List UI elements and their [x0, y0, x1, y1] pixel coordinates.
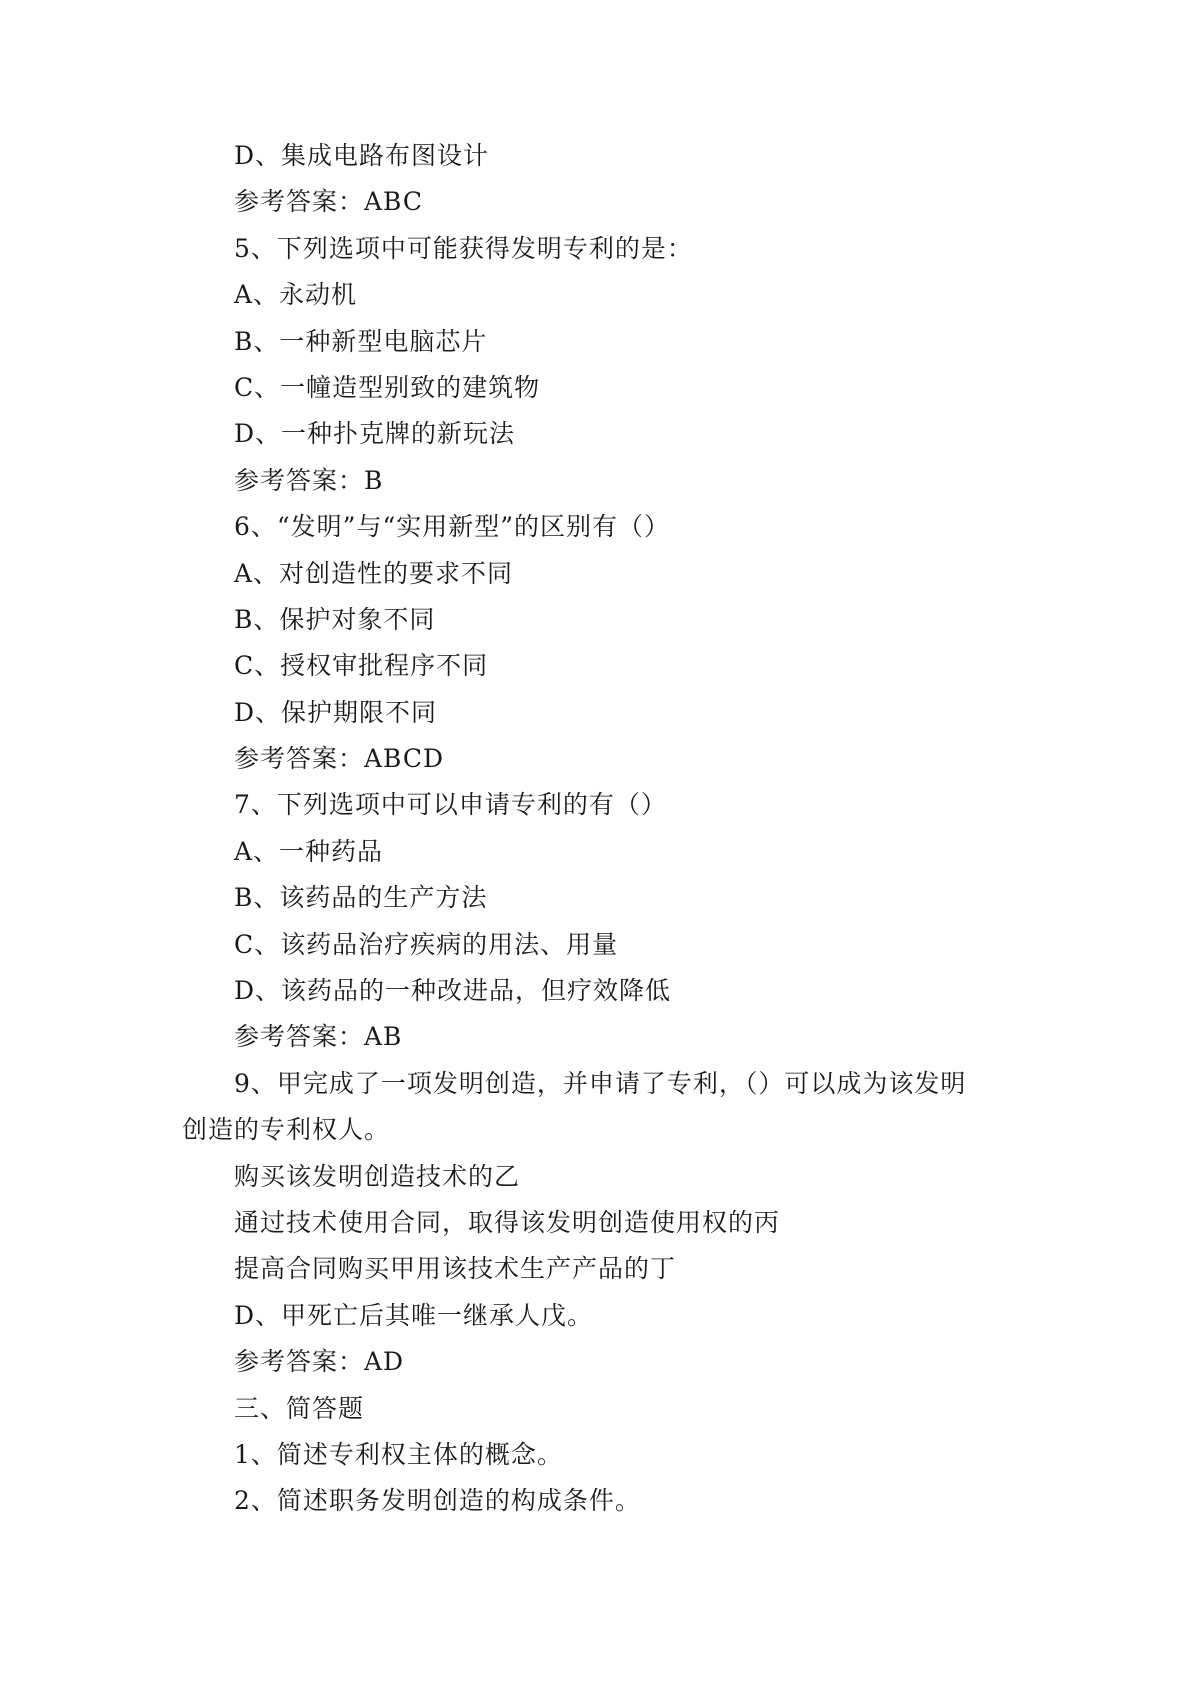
- question-6: 6、“发明”与“实用新型”的区别有（）: [234, 512, 671, 542]
- answer-q7: 参考答案：AB: [234, 1022, 403, 1052]
- option-d-q9: D、甲死亡后其唯一继承人戊。: [234, 1300, 594, 1330]
- option-d-q6: D、保护期限不同: [234, 697, 438, 727]
- question-5: 5、下列选项中可能获得发明专利的是：: [234, 233, 693, 263]
- option-b-q7: B、该药品的生产方法: [234, 883, 488, 913]
- option-c-q5: C、一幢造型别致的建筑物: [234, 372, 541, 402]
- answer-q9: 参考答案：AD: [234, 1347, 405, 1377]
- option-a-q6: A、对创造性的要求不同: [234, 558, 514, 588]
- question-7: 7、下列选项中可以申请专利的有（）: [234, 790, 667, 820]
- option-b-q9: 通过技术使用合同，取得该发明创造使用权的丙: [234, 1208, 781, 1238]
- option-d-q5: D、一种扑克牌的新玩法: [234, 419, 516, 449]
- answer-q6: 参考答案：ABCD: [234, 744, 445, 774]
- option-d-q4: D、集成电路布图设计: [234, 141, 490, 170]
- answer-q5: 参考答案：B: [234, 465, 384, 495]
- section-heading-short-answer: 三、简答题: [234, 1393, 365, 1423]
- short-answer-2: 2、简述职务发明创造的构成条件。: [234, 1486, 641, 1516]
- option-b-q6: B、保护对象不同: [234, 604, 436, 634]
- document-body: [182, 133, 1018, 1525]
- option-a-q9: 购买该发明创造技术的乙: [234, 1161, 521, 1191]
- question-9-line-1: 9、甲完成了一项发明创造，并申请了专利，（）可以成为该发明: [234, 1068, 967, 1098]
- question-9-line-2: 创造的专利权人。: [182, 1115, 391, 1145]
- option-a-q5: A、永动机: [234, 280, 358, 310]
- option-c-q7: C、该药品治疗疾病的用法、用量: [234, 929, 619, 959]
- option-d-q7: D、该药品的一种改进品，但疗效降低: [234, 976, 672, 1006]
- short-answer-1: 1、简述专利权主体的概念。: [234, 1439, 563, 1469]
- option-c-q9: 提高合同购买甲用该技术生产产品的丁: [234, 1254, 677, 1284]
- answer-q4: 参考答案：ABC: [234, 187, 424, 217]
- question-9: [182, 1061, 1018, 1154]
- option-b-q5: B、一种新型电脑芯片: [234, 326, 488, 356]
- option-c-q6: C、授权审批程序不同: [234, 651, 489, 681]
- option-a-q7: A、一种药品: [234, 836, 384, 866]
